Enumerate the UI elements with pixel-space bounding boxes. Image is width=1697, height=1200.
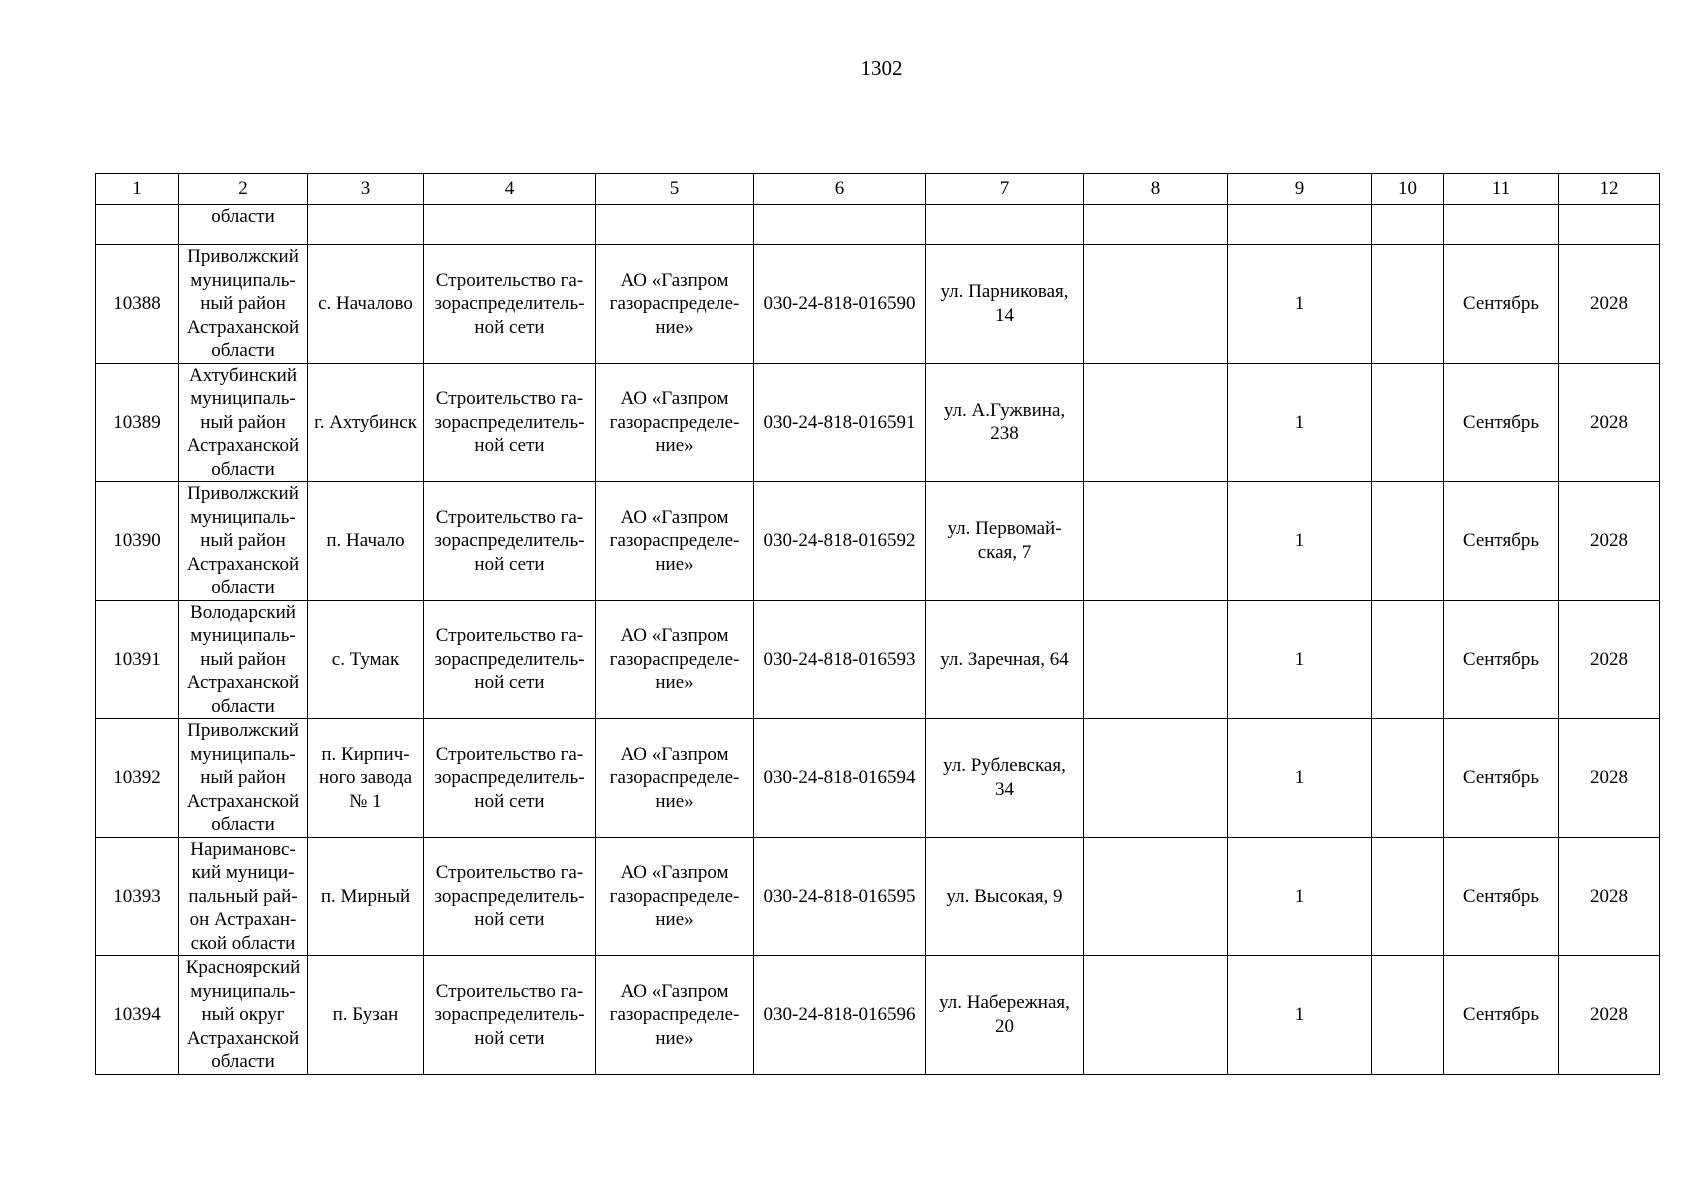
cell-col9: 1	[1228, 837, 1372, 956]
cell-work: Строительство га- зораспределитель- ной сети	[424, 719, 596, 838]
cell-col8	[1084, 719, 1228, 838]
cont-cell-num	[96, 205, 179, 245]
cell-district: Красноярский муниципаль- ный округ Астраханской области	[179, 956, 308, 1075]
cell-month: Сентябрь	[1444, 245, 1559, 364]
cell-address: ул. Высокая, 9	[926, 837, 1084, 956]
cell-col8	[1084, 245, 1228, 364]
cell-work: Строительство га- зораспределитель- ной сети	[424, 837, 596, 956]
cont-cell-7	[926, 205, 1084, 245]
cell-col8	[1084, 956, 1228, 1075]
header-cell-5: 5	[596, 174, 754, 205]
cell-month: Сентябрь	[1444, 956, 1559, 1075]
header-cell-1: 1	[96, 174, 179, 205]
continuation-row	[96, 205, 1660, 245]
cell-year: 2028	[1559, 719, 1660, 838]
cell-company: АО «Газпром газораспределе- ние»	[596, 482, 754, 601]
table-row	[96, 719, 1660, 838]
cell-col10	[1372, 837, 1444, 956]
cont-cell-8	[1084, 205, 1228, 245]
cell-month: Сентябрь	[1444, 363, 1559, 482]
cont-cell-11	[1444, 205, 1559, 245]
cell-col10	[1372, 245, 1444, 364]
cell-district: Наримановс- кий муници- пальный рай- он Астрахан- ской области	[179, 837, 308, 956]
cell-year: 2028	[1559, 363, 1660, 482]
cell-work: Строительство га- зораспределитель- ной сети	[424, 363, 596, 482]
cell-col9: 1	[1228, 245, 1372, 364]
cell-month: Сентябрь	[1444, 837, 1559, 956]
table-row	[96, 363, 1660, 482]
header-cell-4: 4	[424, 174, 596, 205]
page-number: 1302	[860, 56, 903, 80]
header-cell-6: 6	[754, 174, 926, 205]
cell-district: Приволжский муниципаль- ный район Астраханской области	[179, 245, 308, 364]
header-cell-3: 3	[308, 174, 424, 205]
cell-col10	[1372, 482, 1444, 601]
cell-address: ул. Первомай- ская, 7	[926, 482, 1084, 601]
cell-col9: 1	[1228, 719, 1372, 838]
cell-col10	[1372, 600, 1444, 719]
cell-address: ул. Рублевская, 34	[926, 719, 1084, 838]
cell-num: 10389	[96, 363, 179, 482]
cell-code: 030-24-818-016595	[754, 837, 926, 956]
cell-code: 030-24-818-016596	[754, 956, 926, 1075]
cell-year: 2028	[1559, 837, 1660, 956]
cell-col9: 1	[1228, 482, 1372, 601]
cell-work: Строительство га- зораспределитель- ной сети	[424, 956, 596, 1075]
cell-col10	[1372, 363, 1444, 482]
header-cell-8: 8	[1084, 174, 1228, 205]
cell-locality: п. Начало	[308, 482, 424, 601]
cell-company: АО «Газпром газораспределе- ние»	[596, 245, 754, 364]
cell-col9: 1	[1228, 956, 1372, 1075]
cell-address: ул. А.Гужвина, 238	[926, 363, 1084, 482]
cell-col8	[1084, 363, 1228, 482]
cell-code: 030-24-818-016591	[754, 363, 926, 482]
cell-address: ул. Заречная, 64	[926, 600, 1084, 719]
cell-year: 2028	[1559, 956, 1660, 1075]
table-row	[96, 482, 1660, 601]
cell-address: ул. Набережная, 20	[926, 956, 1084, 1075]
cell-col10	[1372, 719, 1444, 838]
cell-company: АО «Газпром газораспределе- ние»	[596, 363, 754, 482]
table-row	[96, 837, 1660, 956]
header-cell-12: 12	[1559, 174, 1660, 205]
cont-cell-4	[424, 205, 596, 245]
cell-locality: с. Началово	[308, 245, 424, 364]
cell-locality: п. Бузан	[308, 956, 424, 1075]
header-cell-2: 2	[179, 174, 308, 205]
cont-cell-6	[754, 205, 926, 245]
header-cell-9: 9	[1228, 174, 1372, 205]
header-cell-7: 7	[926, 174, 1084, 205]
cell-num: 10388	[96, 245, 179, 364]
cell-locality: п. Мирный	[308, 837, 424, 956]
cell-company: АО «Газпром газораспределе- ние»	[596, 600, 754, 719]
cell-code: 030-24-818-016590	[754, 245, 926, 364]
cell-locality: п. Кирпич- ного завода № 1	[308, 719, 424, 838]
cell-col8	[1084, 600, 1228, 719]
table-row	[96, 956, 1660, 1075]
cell-district: Володарский муниципаль- ный район Астраханской области	[179, 600, 308, 719]
cell-num: 10390	[96, 482, 179, 601]
table-header-row	[96, 174, 1660, 205]
cell-code: 030-24-818-016593	[754, 600, 926, 719]
cell-year: 2028	[1559, 600, 1660, 719]
cell-year: 2028	[1559, 245, 1660, 364]
table-row	[96, 600, 1660, 719]
cell-address: ул. Парниковая, 14	[926, 245, 1084, 364]
cell-col9: 1	[1228, 363, 1372, 482]
header-cell-10: 10	[1372, 174, 1444, 205]
cont-cell-3	[308, 205, 424, 245]
cell-num: 10391	[96, 600, 179, 719]
cell-district: Приволжский муниципаль- ный район Астраханской области	[179, 719, 308, 838]
cell-code: 030-24-818-016594	[754, 719, 926, 838]
data-table	[95, 173, 1660, 1075]
cell-work: Строительство га- зораспределитель- ной сети	[424, 600, 596, 719]
cell-num: 10392	[96, 719, 179, 838]
cell-district: Ахтубинский муниципаль- ный район Астраханской области	[179, 363, 308, 482]
cell-num: 10394	[96, 956, 179, 1075]
table-row	[96, 245, 1660, 364]
cell-month: Сентябрь	[1444, 600, 1559, 719]
cell-month: Сентябрь	[1444, 482, 1559, 601]
cont-cell-9	[1228, 205, 1372, 245]
cell-num: 10393	[96, 837, 179, 956]
cell-district: Приволжский муниципаль- ный район Астраханской области	[179, 482, 308, 601]
cell-col8	[1084, 837, 1228, 956]
cont-cell-10	[1372, 205, 1444, 245]
cell-company: АО «Газпром газораспределе- ние»	[596, 956, 754, 1075]
cell-code: 030-24-818-016592	[754, 482, 926, 601]
cell-col10	[1372, 956, 1444, 1075]
cont-cell-district: области	[179, 205, 308, 245]
cont-cell-5	[596, 205, 754, 245]
cont-cell-12	[1559, 205, 1660, 245]
cell-year: 2028	[1559, 482, 1660, 601]
header-cell-11: 11	[1444, 174, 1559, 205]
cell-locality: с. Тумак	[308, 600, 424, 719]
cell-work: Строительство га- зораспределитель- ной сети	[424, 245, 596, 364]
cell-col9: 1	[1228, 600, 1372, 719]
cell-work: Строительство га- зораспределитель- ной сети	[424, 482, 596, 601]
cell-company: АО «Газпром газораспределе- ние»	[596, 837, 754, 956]
cell-col8	[1084, 482, 1228, 601]
cell-company: АО «Газпром газораспределе- ние»	[596, 719, 754, 838]
cell-locality: г. Ахтубинск	[308, 363, 424, 482]
cell-month: Сентябрь	[1444, 719, 1559, 838]
